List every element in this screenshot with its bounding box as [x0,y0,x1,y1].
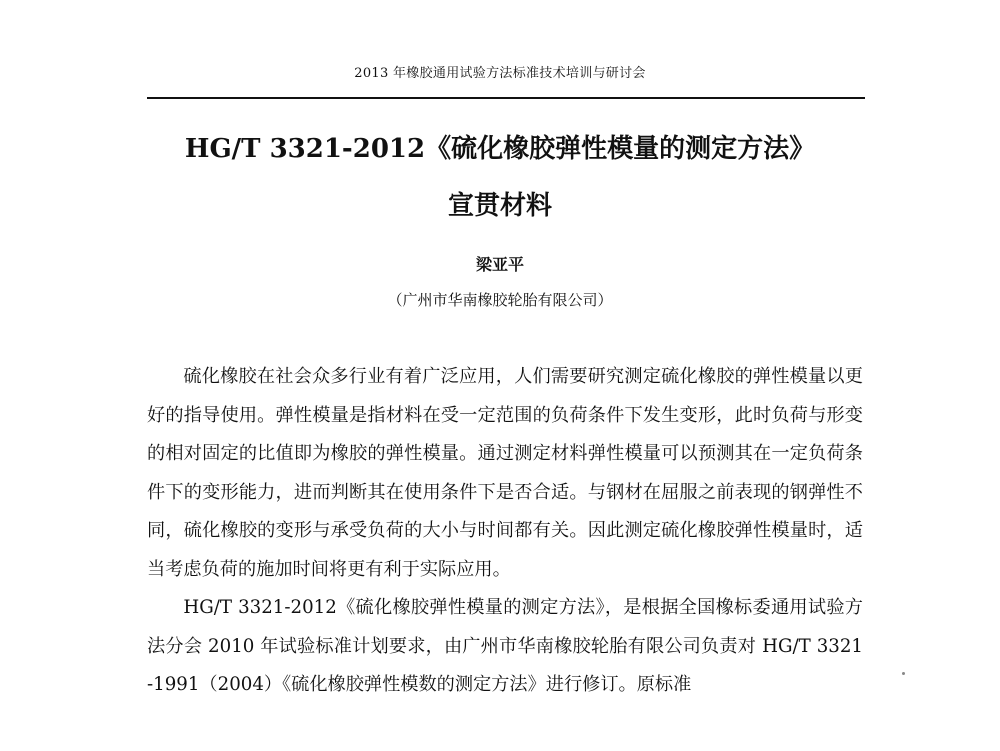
document-subtitle: 宣贯材料 [447,191,552,221]
body-text [147,358,863,705]
running-header: 2013 年橡胶通用试验方法标准技术培训与研讨会 [354,66,646,81]
author-name: 梁亚平 [475,255,524,274]
header-divider [147,97,865,99]
paragraph-2: HG/T 3321-2012《硫化橡胶弹性模量的测定方法》，是根据全国橡标委通用试验方法分会 2010 年试验标准计划要求，由广州市华南橡胶轮胎有限公司负责对 HG/T 3321-1991（2004）《硫化橡胶弹性模数的测定方法》进行修订。原标准 [147,597,863,695]
scan-speck [902,672,905,675]
paragraph-1: 硫化橡胶在社会众多行业有着广泛应用，人们需要研究测定硫化橡胶的弹性模量以更好的指导使用。弹性模量是指材料在受一定范围的负荷条件下发生变形，此时负荷与形变的相对固定的比值即为橡胶的弹性模量。通过测定材料弹性模量可以预测其在一定负荷条件下的变形能力，进而判断其在使用条件下是否合适。与钢材在屈服之前表现的钢弹性不同，硫化橡胶的变形与承受负荷的大小与时间都有关。因此测定硫化橡胶弹性模量时，适当考虑负荷的施加时间将更有利于实际应用。 [147,366,863,580]
author-affiliation: （广州市华南橡胶轮胎有限公司） [387,291,613,309]
document-title: HG/T 3321-2012《硫化橡胶弹性模量的测定方法》 [184,134,816,164]
